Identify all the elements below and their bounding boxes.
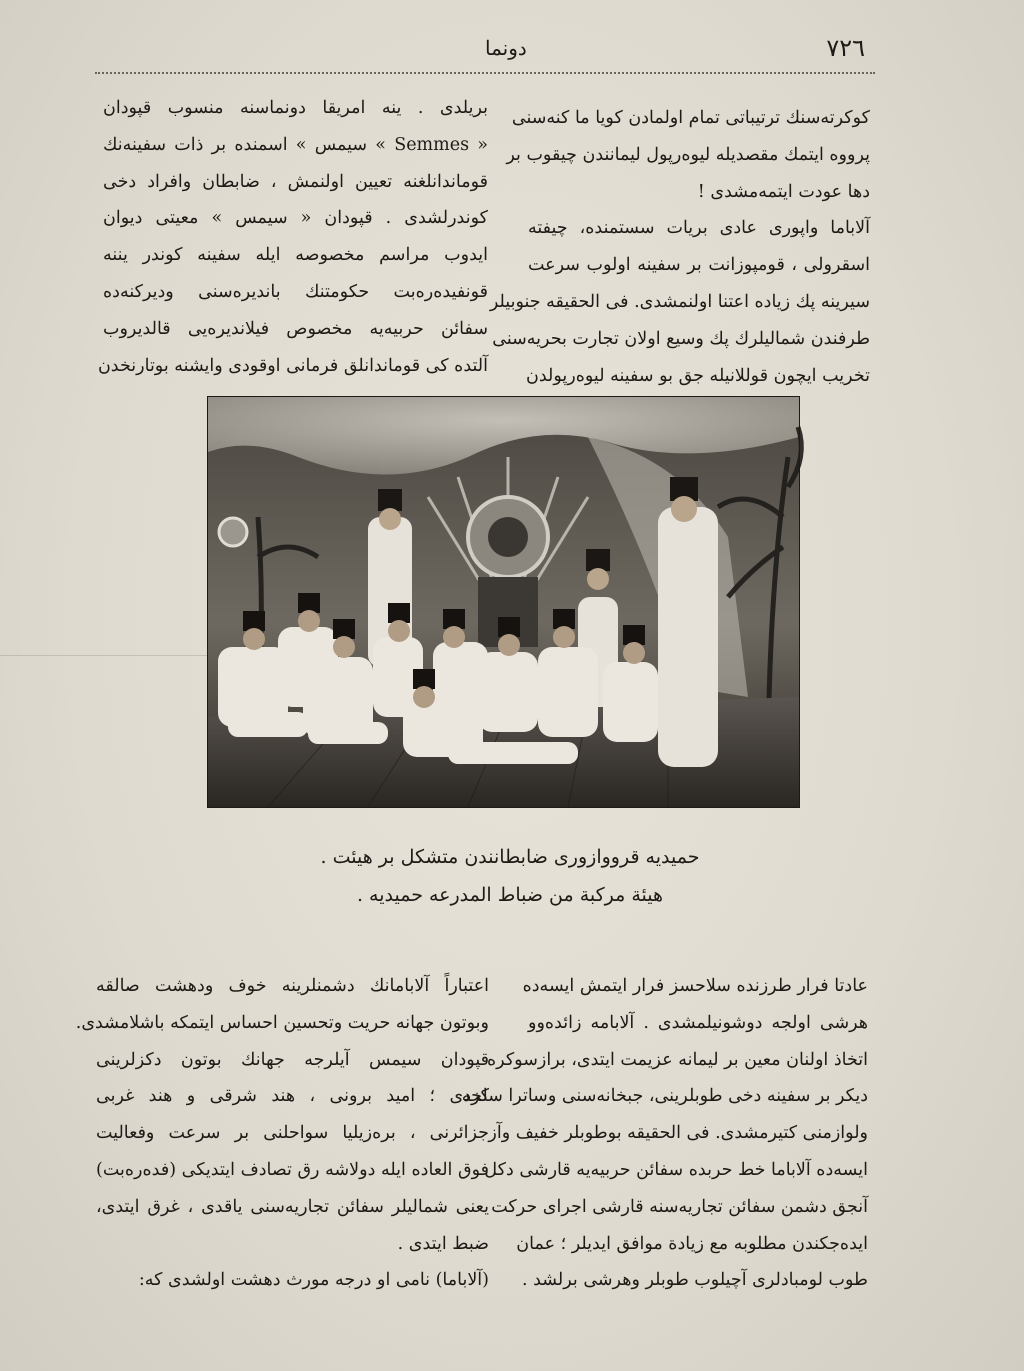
text-line: اتخاذ اولنان معین بر لیمانه عزیمت ایتدی، برازسوکره (487, 1049, 868, 1070)
text-line: پرووه ایتمك مقصدیلە لیوەرپول لیمانندن چیقوب بر (506, 144, 870, 165)
header-rule (95, 72, 875, 74)
text-line: ولوازمنی کتیرمشدی. فی الحقیقه بوطوبلر خفیف وآز (488, 1123, 868, 1144)
text-line: اعتباراً آلابامانك دشمنلرینه خوف ودهشت صالقه (96, 976, 489, 996)
text-line: قپودان سیمس آیلرجه جهانك بوتون دکزلرینی (96, 1049, 489, 1070)
text-line: سیرینە پك زیادە اعتنا اولنمشدی. فی الحقیقه جنوبیلر (489, 291, 870, 312)
caption-line-arabic: هیئة مرکبة من ضباط المدرعه حمیدیه . (356, 884, 664, 906)
text-line: بریلدی . ینه امریقا دونماسنه منسوب قپودان (103, 98, 488, 118)
photograph-image (208, 397, 799, 807)
text-line: تخریب ایچون قوللانیله جق بو سفینه لیوەرپولدن (525, 365, 870, 386)
text-line: هرشی اولجه دوشونیلمشدی . آلابامه زائدەوو (528, 1012, 868, 1033)
text-line: آلتده کی قوماندانلق فرمانی اوقودی وایشنه بوتارنخدن (97, 355, 488, 376)
text-line: یعنی شمالیلر سفائن تجاریەسنی یاقدی ، غرق ایتدی، (96, 1196, 489, 1217)
text-line: کوندرلشدی . قپودان « سیمس » معیتی دیوان (103, 208, 488, 229)
text-line: جزائرنی ، برەزیلیا سواحلنی بر سرعت وفعالیت (96, 1123, 489, 1144)
text-line: دیکر بر سفینه دخی طوبلرینی، جبخانەسنی وساترا سلحه (461, 1086, 868, 1107)
bottom-right-column (461, 968, 868, 1299)
text-line: اسقرولی ، قومپوزانت بر سفینە اولوب سرعت (528, 255, 870, 276)
text-line: آلاباما واپوری عادی بریات سستمندە، چیفته (528, 218, 870, 239)
text-line: ایدەجکندن مطلوبه مع زیادة موافق ایدیلر ؛ عمان (516, 1233, 868, 1254)
page-number: ٧٢٦ (826, 34, 865, 62)
text-line: فوق العاده ایله دولاشه رق تصادف ایتدیکی (فدەرەبت) (96, 1159, 489, 1180)
text-line: (آلاباما) نامی او درجه مورث دهشت اولشدی که: (138, 1270, 489, 1291)
text-line: طرفندن شمالیلرك پك وسیع اولان تجارت بحریەسنی (492, 328, 870, 349)
text-line: قونفیدەرەبت حکومتنك باندیرەسنی ودیرکنەده (103, 281, 488, 302)
text-line: دها عودت ایتمەمشدی ! (697, 181, 870, 202)
text-line: عادتا فرار طرزنده سلاحسز فرار ایتمش ایسەده (522, 976, 868, 996)
text-line: ضبط ایتدی . (397, 1233, 489, 1254)
bottom-left-column (75, 968, 489, 1299)
text-line: کزدی ؛ امید برونی ، هند شرقی و هند غربی (96, 1086, 489, 1107)
text-line: سفائن حربیەیه مخصوص فیلاندیرەیی قالدیروب (103, 318, 488, 339)
running-title: دونما (485, 36, 527, 60)
top-left-column (97, 90, 488, 384)
group-photograph (207, 396, 800, 808)
margin-fold-line (0, 655, 210, 656)
text-line: آنجق دشمن سفائن تجاریەسنه قارشی اجرای حرکت (491, 1196, 868, 1217)
text-line: وبوتون جهانه حریت وتحسین احساس ایتمکه باشلامشدی. (75, 1012, 489, 1033)
page-header (95, 34, 875, 74)
photo-caption (240, 838, 780, 914)
text-line: قوماندانلغنه تعیین اولنمش ، ضابطان وافراد دخی (103, 171, 488, 192)
text-line: طوب لومبادلری آچیلوب طوبلر وهرشی برلشد . (521, 1270, 868, 1291)
text-line: کوکرتەسنك ترتیباتی تمام اولمادن کویا ما کنەسنی (511, 108, 870, 128)
text-line: ایدوب مراسم مخصوصه ایله سفینه کوندر یننه (103, 245, 488, 266)
top-right-column (489, 100, 870, 394)
caption-line-ottoman: حمیدیه قرووازوری ضابطانندن متشکل بر هیئت . (320, 846, 700, 868)
text-line: ایسەده آلاباما خط حربده سفائن حربیەیه قارشی دکل (484, 1159, 868, 1180)
text-line: « Semmes » سیمس » اسمنده بر ذات سفینەنك (103, 134, 488, 155)
